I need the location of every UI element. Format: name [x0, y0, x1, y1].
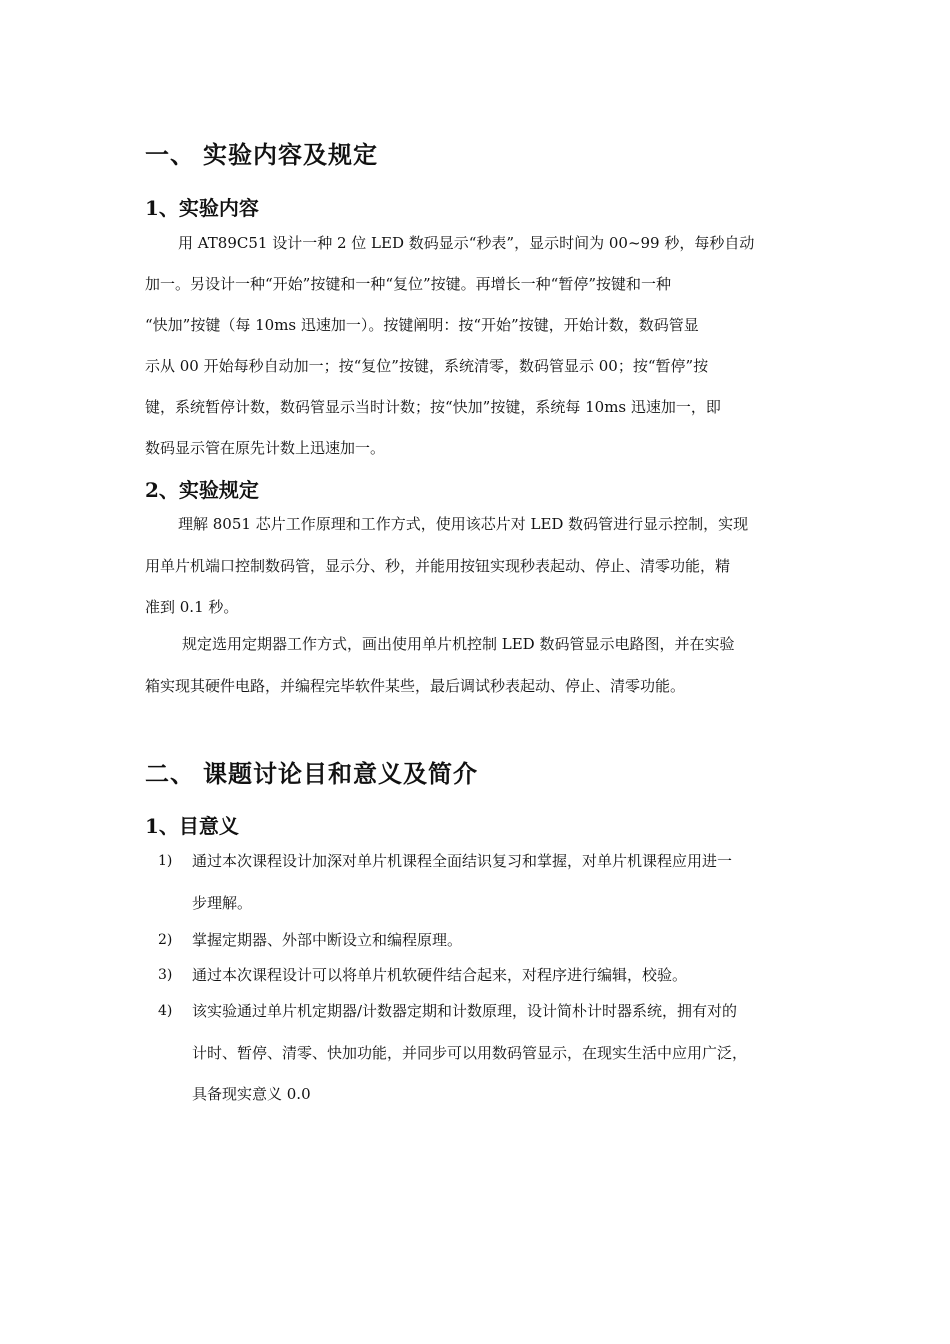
section-2-heading: [145, 754, 478, 789]
list-item-line: 步理解。: [192, 894, 253, 912]
list-item-line: 通过本次课程设计可以将单片机软硬件结合起来，对程序进行编辑，校验。: [192, 966, 688, 984]
paragraph-line: 箱实现其硬件电路，并编程完毕软件某些，最后调试秒表起动、停止、清零功能。: [145, 677, 686, 695]
paragraph-line: 理解 8051 芯片工作原理和工作方式，使用该芯片对 LED 数码管进行显示控制，实现: [178, 515, 749, 533]
section-2-number: 二、: [145, 759, 195, 788]
list-item-number: 3): [158, 967, 173, 983]
section-1-heading: [145, 135, 378, 170]
paragraph-line: 规定选用定期器工作方式，画出使用单片机控制 LED 数码管显示电路图，并在实验: [182, 635, 735, 653]
list-item-line: 通过本次课程设计加深对单片机课程全面结识复习和掌握，对单片机课程应用进一: [192, 852, 733, 870]
subsection-2-1-heading: 1、目意义: [145, 814, 239, 838]
subsection-1-1-heading: 1、实验内容: [145, 196, 259, 220]
list-item-line: 该实验通过单片机定期器/计数器定期和计数原理，设计简朴计时器系统，拥有对的: [192, 1002, 738, 1020]
list-item-number: 1): [158, 853, 173, 869]
section-2-title: 课题讨论目和意义及简介: [203, 759, 478, 788]
paragraph-line: 用 AT89C51 设计一种 2 位 LED 数码显示“秒表”，显示时间为 00~99 秒，每秒自动: [178, 234, 755, 252]
list-item-line: 掌握定期器、外部中断设立和编程原理。: [192, 931, 463, 949]
list-item-line: 计时、暂停、清零、快加功能，并同步可以用数码管显示，在现实生活中应用广泛，: [192, 1044, 748, 1062]
paragraph-line: 键，系统暂停计数，数码管显示当时计数；按“快加”按键，系统每 10ms 迅速加一，即: [145, 398, 721, 416]
paragraph-line: “快加”按键（每 10ms 迅速加一）。按键阐明：按“开始”按键，开始计数，数码管显: [145, 316, 699, 334]
list-item-line: 具备现实意义 0.0: [192, 1085, 311, 1103]
paragraph-line: 数码显示管在原先计数上迅速加一。: [145, 439, 386, 457]
paragraph-line: 用单片机端口控制数码管，显示分、秒，并能用按钮实现秒表起动、停止、清零功能，精: [145, 557, 731, 575]
paragraph-line: 加一。另设计一种“开始”按键和一种“复位”按键。再增长一种“暂停”按键和一种: [145, 275, 672, 293]
section-1-title: 实验内容及规定: [203, 140, 378, 169]
section-1-number: 一、: [145, 140, 195, 169]
subsection-1-2-heading: 2、实验规定: [145, 478, 259, 502]
paragraph-line: 准到 0.1 秒。: [145, 598, 239, 616]
list-item-number: 2): [158, 932, 173, 948]
list-item-number: 4): [158, 1003, 173, 1019]
paragraph-line: 示从 00 开始每秒自动加一；按“复位”按键，系统清零，数码管显示 00；按“暂停”按: [145, 357, 709, 375]
